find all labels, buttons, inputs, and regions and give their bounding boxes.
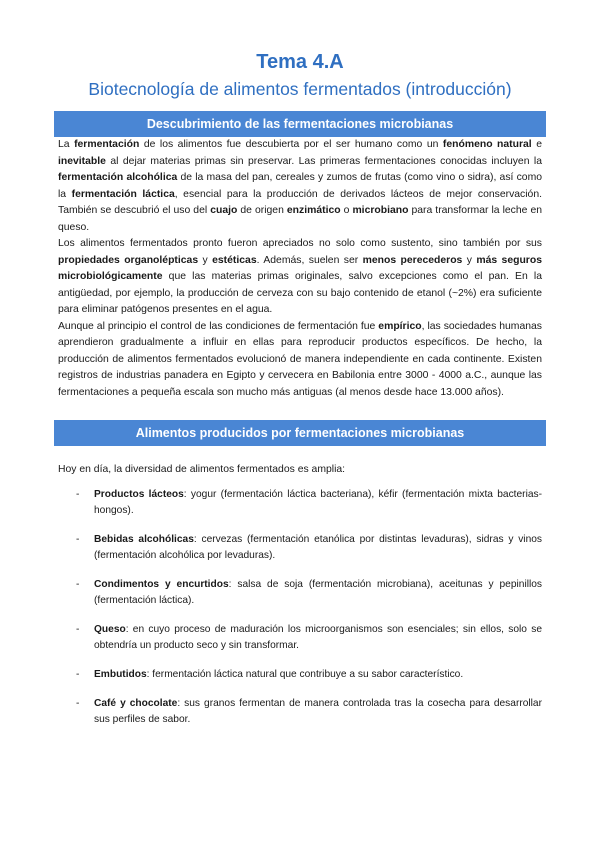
list-item: - Café y chocolate: sus granos fermentan de manera controlada tras la cosecha para desarrollar sus perfiles de sabor.: [76, 698, 542, 725]
paragraph-discovery-1: La fermentación de los alimentos fue descubierta por el ser humano como un fenómeno natural e inevitable al dejar materias primas sin preservar. Las primeras fermentaciones conocidas incluyen la fermentación alcohólica de la masa del pan, cereales y zumos de frutas (como vino o sidra), así como la fermentación láctica, esencial para la producción de derivados lácteos de mejor conservación. También se descubrió el uso del cuajo de origen enzimático o microbiano para transformar la leche en queso.: [58, 139, 543, 233]
list-dash: -: [76, 669, 80, 680]
section-heading-discovery: Descubrimiento de las fermentaciones microbianas: [54, 111, 546, 137]
page-subtitle: Biotecnología de alimentos fermentados (introducción): [88, 79, 512, 99]
foods-list: [58, 487, 542, 728]
foods-intro: Hoy en día, la diversidad de alimentos fermentados es amplia:: [58, 464, 346, 475]
list-dash: -: [76, 579, 80, 590]
list-dash: -: [76, 534, 80, 545]
list-item: - Productos lácteos: yogur (fermentación láctica bacteriana), kéfir (fermentación mixta bacterias-hongos).: [76, 489, 542, 516]
list-item: - Bebidas alcohólicas: cervezas (fermentación etanólica por distintas levaduras), sidras y vinos (fermentación alcohólica por levaduras).: [76, 534, 542, 561]
list-dash: -: [76, 624, 80, 635]
list-item: - Queso: en cuyo proceso de maduración los microorganismos son esenciales; sin ellos, solo se obtendría un producto seco y sin transformar.: [76, 624, 542, 651]
section-heading-foods: Alimentos producidos por fermentaciones microbianas: [54, 420, 546, 446]
paragraph-discovery-3: Aunque al principio el control de las condiciones de fermentación fue empírico, las sociedades humanas aprendieron gradualmente a influir en ellas para reproducir productos específicos. De hecho, la producción de alimentos fermentados evolucionó de manera independiente en cada continente. Existen registros de industrias panadera en Egipto y cervecera en Babilonia entre 3000 - 4000 a.C., aunque las fermentaciones a pequeña escala son mucho más antiguas (al menos desde hace 13.000 años).: [58, 320, 542, 398]
list-dash: -: [76, 489, 80, 500]
paragraph-discovery-2: Los alimentos fermentados pronto fueron apreciados no solo como sustento, sino también por sus propiedades organolépticas y estéticas. Además, suelen ser menos perecederos y más seguros microbiológicamente que las materias primas originales, salvo excepciones como el pan. En la antigüedad, por ejemplo, la producción de cerveza con su bajo contenido de etanol (~2%) era suficiente para eliminar patógenos presentes en el agua.: [58, 238, 542, 315]
list-item: - Condimentos y encurtidos: salsa de soja (fermentación microbiana), aceitunas y pepinillos (fermentación láctica).: [76, 579, 542, 606]
list-item: - Embutidos: fermentación láctica natural que contribuye a su sabor característico.: [58, 667, 542, 683]
list-dash: -: [76, 698, 80, 709]
page-title: Tema 4.A: [256, 51, 344, 73]
